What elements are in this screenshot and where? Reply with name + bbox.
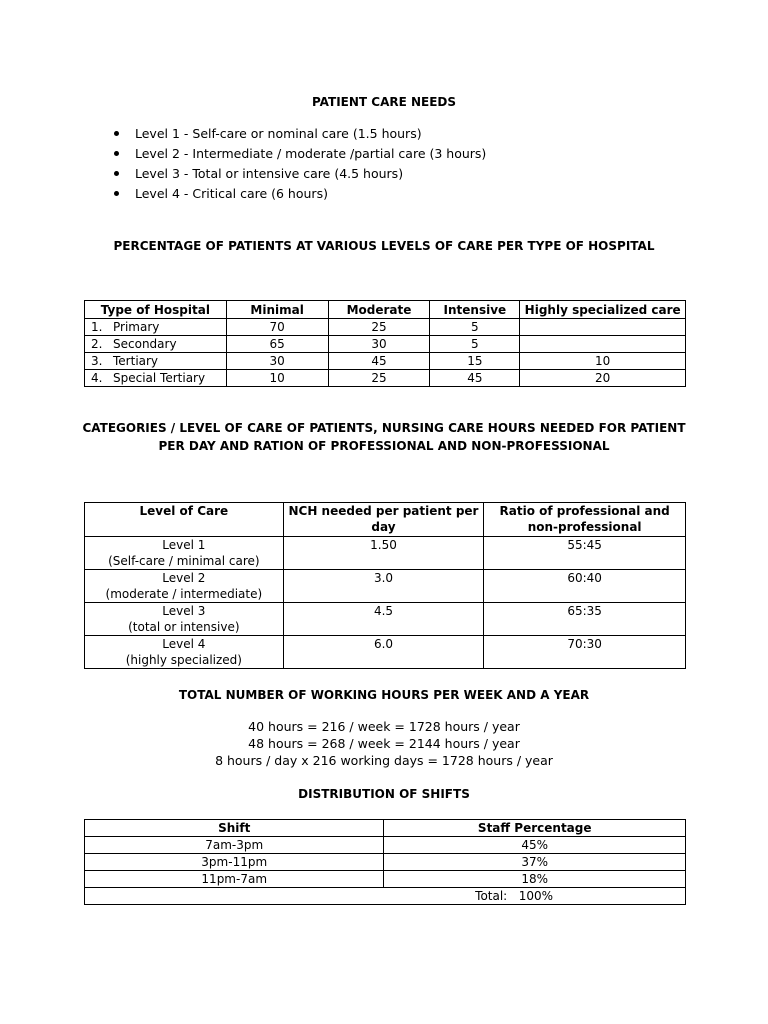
table-row [85, 336, 686, 353]
header-intensive: Intensive [430, 301, 520, 319]
working-hours-title: TOTAL NUMBER OF WORKING HOURS PER WEEK AND A YEAR [178, 688, 590, 702]
level-desc: (Self-care / minimal care) [108, 554, 260, 568]
hospital-name: Primary [113, 320, 160, 334]
moderate-cell: 25 [328, 370, 430, 387]
header-ratio-line1: Ratio of professional and [499, 504, 670, 518]
table-row [85, 537, 686, 570]
care-categories-title-line2: PER DAY AND RATION OF PROFESSIONAL AND NON-PROFESSIONAL [158, 439, 610, 453]
list-item-text: Level 4 - Critical care (6 hours) [135, 186, 328, 201]
pct-cell: 45% [384, 837, 686, 854]
table-row [85, 837, 686, 854]
row-number: 2. [91, 337, 103, 351]
header-level-of-care: Level of Care [85, 503, 284, 537]
hospital-name: Tertiary [113, 354, 159, 368]
ratio-cell: 60:40 [484, 570, 686, 603]
hospital-name: Special Tertiary [113, 371, 206, 385]
bullet-icon [114, 131, 119, 136]
highly-cell: 20 [520, 370, 686, 387]
highly-cell: 10 [520, 353, 686, 370]
shift-distribution-title: DISTRIBUTION OF SHIFTS [298, 787, 470, 801]
patient-care-needs-title: PATIENT CARE NEEDS [311, 95, 457, 109]
level-name: Level 2 [162, 571, 206, 585]
care-categories-title [0, 419, 768, 455]
list-item [114, 144, 486, 164]
table-row [85, 854, 686, 871]
header-ratio [484, 503, 686, 537]
level-desc: (moderate / intermediate) [105, 587, 263, 601]
total-cell [85, 888, 686, 905]
list-item-text: Level 3 - Total or intensive care (4.5 hours) [135, 166, 404, 181]
working-hours-line: 48 hours = 268 / week = 2144 hours / year [248, 736, 520, 751]
header-type-of-hospital: Type of Hospital [85, 301, 227, 319]
hospital-cell [85, 370, 227, 387]
care-hours-table [84, 502, 686, 669]
row-number: 1. [91, 320, 103, 334]
level-cell [85, 537, 284, 570]
nch-cell: 6.0 [283, 636, 484, 669]
hospital-percentage-title: PERCENTAGE OF PATIENTS AT VARIOUS LEVELS OF CARE PER TYPE OF HOSPITAL [113, 239, 655, 253]
list-item-text: Level 2 - Intermediate / moderate /partial care (3 hours) [135, 146, 487, 161]
minimal-cell: 65 [226, 336, 328, 353]
bullet-icon [114, 171, 119, 176]
nch-cell: 1.50 [283, 537, 484, 570]
table-row [85, 370, 686, 387]
intensive-cell: 15 [430, 353, 520, 370]
table-row [85, 636, 686, 669]
shift-distribution-table [84, 819, 686, 905]
row-number: 3. [91, 354, 103, 368]
minimal-cell: 10 [226, 370, 328, 387]
list-item [114, 184, 486, 204]
care-categories-title-line1: CATEGORIES / LEVEL OF CARE OF PATIENTS, NURSING CARE HOURS NEEDED FOR PATIENT [82, 421, 686, 435]
header-nch [283, 503, 484, 537]
intensive-cell: 5 [430, 336, 520, 353]
list-item [114, 124, 486, 144]
ratio-cell: 65:35 [484, 603, 686, 636]
level-name: Level 1 [162, 538, 206, 552]
table-total-row [85, 888, 686, 905]
intensive-cell: 45 [430, 370, 520, 387]
minimal-cell: 70 [226, 319, 328, 336]
level-name: Level 4 [162, 637, 206, 651]
header-nch-line1: NCH needed per patient per [288, 504, 479, 518]
moderate-cell: 30 [328, 336, 430, 353]
working-hours-lines [0, 718, 768, 769]
ratio-cell: 55:45 [484, 537, 686, 570]
table-header-row [85, 503, 686, 537]
shift-cell: 11pm-7am [85, 871, 384, 888]
bullet-icon [114, 191, 119, 196]
table-header-row [85, 301, 686, 319]
table-row [85, 603, 686, 636]
hospital-name: Secondary [113, 337, 177, 351]
row-number: 4. [91, 371, 103, 385]
ratio-cell: 70:30 [484, 636, 686, 669]
hospital-percentage-table [84, 300, 686, 387]
level-desc: (total or intensive) [128, 620, 240, 634]
table-row [85, 871, 686, 888]
intensive-cell: 5 [430, 319, 520, 336]
header-moderate: Moderate [328, 301, 430, 319]
level-name: Level 3 [162, 604, 206, 618]
shift-cell: 3pm-11pm [85, 854, 384, 871]
shift-cell: 7am-3pm [85, 837, 384, 854]
header-staff-percentage: Staff Percentage [384, 820, 686, 837]
list-item-text: Level 1 - Self-care or nominal care (1.5 hours) [135, 126, 422, 141]
pct-cell: 37% [384, 854, 686, 871]
level-desc: (highly specialized) [125, 653, 242, 667]
header-highly-specialized: Highly specialized care [520, 301, 686, 319]
total-label: Total: [475, 889, 508, 903]
highly-cell [520, 319, 686, 336]
hospital-cell [85, 319, 227, 336]
level-cell [85, 603, 284, 636]
working-hours-line: 8 hours / day x 216 working days = 1728 hours / year [215, 753, 553, 768]
table-row [85, 570, 686, 603]
table-header-row [85, 820, 686, 837]
total-value: 100% [518, 889, 553, 903]
header-shift: Shift [85, 820, 384, 837]
level-cell [85, 636, 284, 669]
hospital-cell [85, 353, 227, 370]
pct-cell: 18% [384, 871, 686, 888]
bullet-icon [114, 151, 119, 156]
nch-cell: 4.5 [283, 603, 484, 636]
hospital-cell [85, 336, 227, 353]
level-cell [85, 570, 284, 603]
moderate-cell: 25 [328, 319, 430, 336]
table-row [85, 319, 686, 336]
header-minimal: Minimal [226, 301, 328, 319]
care-level-list [114, 124, 486, 204]
header-ratio-line2: non-professional [527, 520, 642, 534]
moderate-cell: 45 [328, 353, 430, 370]
list-item [114, 164, 486, 184]
minimal-cell: 30 [226, 353, 328, 370]
highly-cell [520, 336, 686, 353]
nch-cell: 3.0 [283, 570, 484, 603]
table-row [85, 353, 686, 370]
working-hours-line: 40 hours = 216 / week = 1728 hours / year [248, 719, 520, 734]
header-nch-line2: day [371, 520, 396, 534]
